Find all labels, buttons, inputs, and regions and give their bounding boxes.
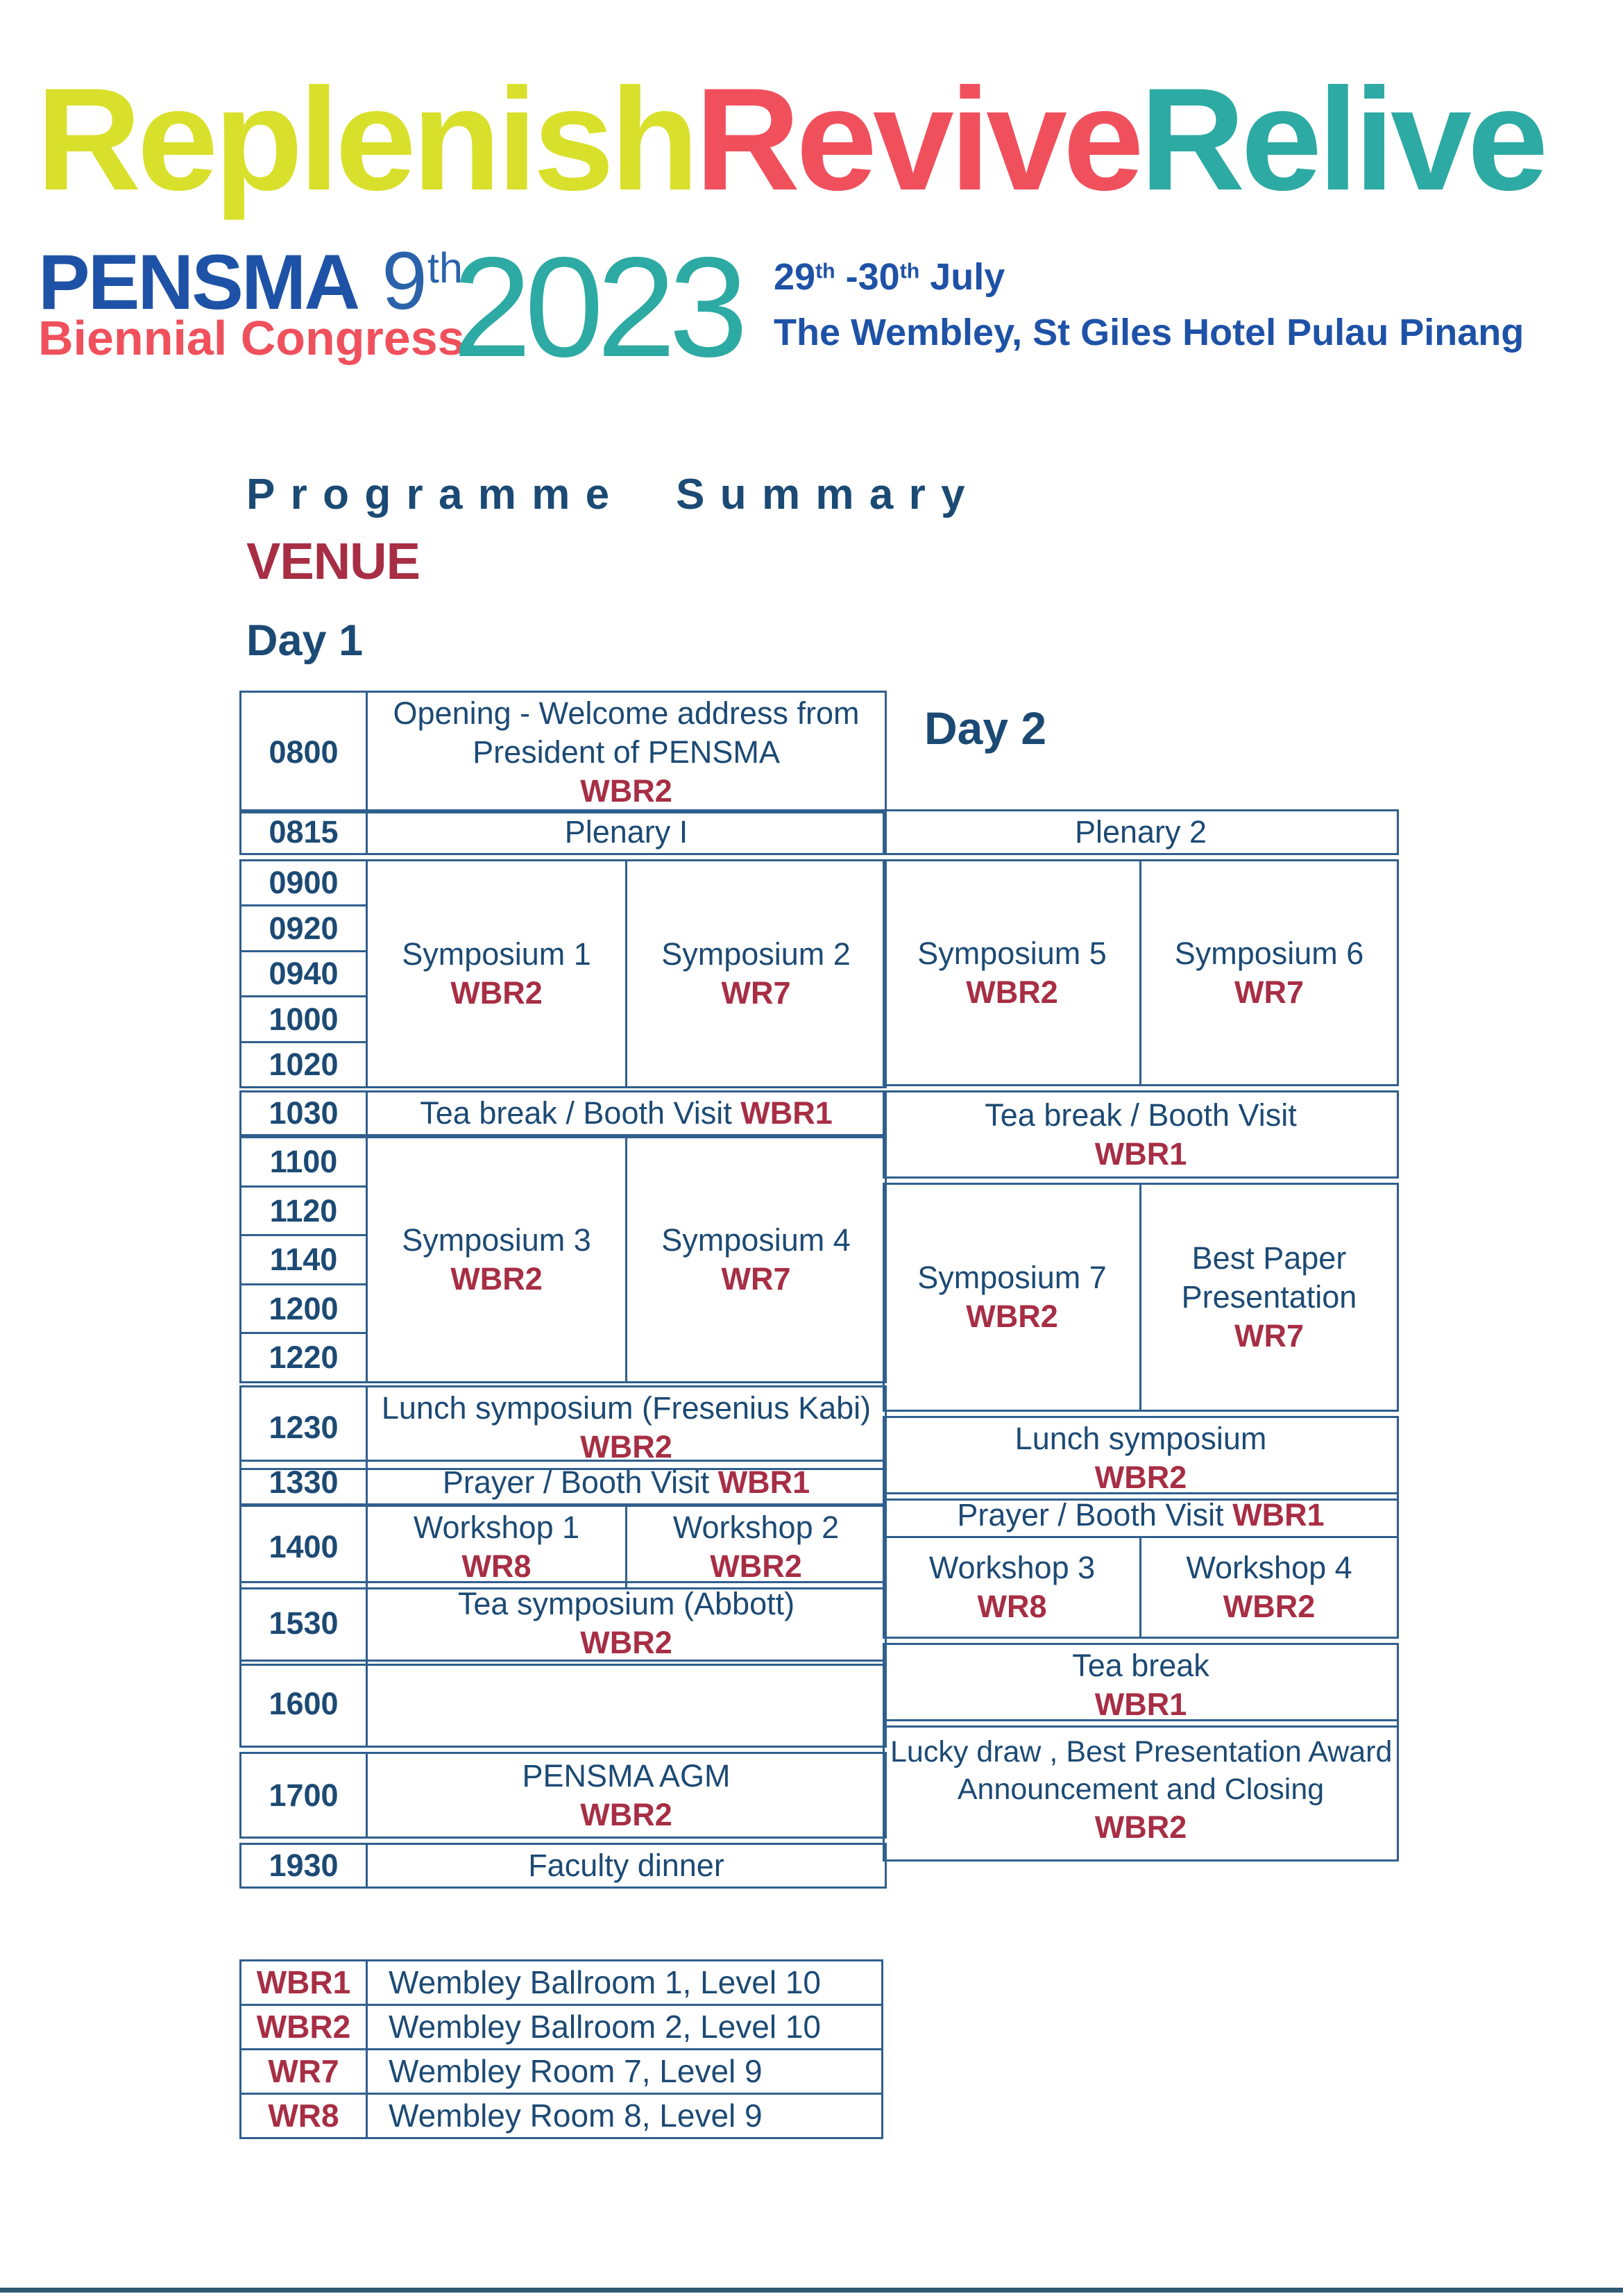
day2-block-plenary2 <box>883 809 1399 855</box>
congress-venue-line: The Wembley, St Giles Hotel Pulau Pinang <box>774 312 1524 353</box>
congress-ordinal: 9th <box>382 235 463 327</box>
room-badge: WBR2 <box>966 1299 1058 1334</box>
day2-block-teabreak2 <box>883 1643 1399 1728</box>
day2-event-plenary2: Plenary 2 <box>884 811 1398 854</box>
programme-summary-heading: Programme Summary <box>246 471 980 518</box>
room-badge: WR8 <box>977 1589 1047 1624</box>
room-badge: WR7 <box>1234 1317 1304 1353</box>
day1-time-1400: 1400 <box>241 1506 367 1589</box>
room-badge: WR7 <box>721 1261 791 1297</box>
day2-event-symposium6: Symposium 6 WR7 <box>1141 861 1398 1086</box>
legend-code-wbr2: WBR2 <box>241 2005 367 2050</box>
room-badge: WBR1 <box>1094 1136 1187 1172</box>
day1-time-1220: 1220 <box>241 1333 367 1383</box>
day1-event-dinner: Faculty dinner <box>367 1844 886 1888</box>
theme-word-revive: Revive <box>695 58 1140 221</box>
day1-block-0800 <box>239 691 887 813</box>
legend-name-wr7: Wembley Room 7, Level 9 <box>367 2050 883 2094</box>
day1-time-1120: 1120 <box>241 1187 367 1235</box>
day1-time-1230: 1230 <box>241 1387 367 1469</box>
day2-event-symposium5: Symposium 5 WBR2 <box>884 861 1141 1086</box>
day1-block-lunch <box>239 1385 887 1470</box>
day1-block-dinner <box>239 1843 887 1889</box>
day1-block-agm <box>239 1752 887 1839</box>
room-badge: WBR2 <box>1223 1589 1316 1624</box>
day2-block-closing <box>883 1719 1399 1862</box>
day1-event-teasymposium: Tea symposium (Abbott) WBR2 <box>367 1582 886 1665</box>
room-legend <box>239 1959 883 2139</box>
day1-event-agm: PENSMA AGM WBR2 <box>367 1753 886 1838</box>
day1-time-1700: 1700 <box>241 1753 367 1838</box>
room-badge: WBR2 <box>450 1261 543 1297</box>
day1-time-0940: 0940 <box>241 952 367 997</box>
room-badge: WBR1 <box>717 1464 810 1500</box>
day2-event-workshop3: Workshop 3 WR8 <box>884 1537 1141 1638</box>
day2-heading: Day 2 <box>924 702 1047 754</box>
congress-theme-title <box>36 58 1545 221</box>
room-badge: WR7 <box>1234 974 1304 1010</box>
legend-name-wbr2: Wembley Ballroom 2, Level 10 <box>367 2005 883 2050</box>
day2-event-bestpaper: Best Paper Presentation WR7 <box>1141 1184 1398 1411</box>
day1-event-opening: Opening - Welcome address from President of PENSMA WBR2 <box>367 692 886 813</box>
theme-word-replenish: Replenish <box>36 58 695 221</box>
day1-time-0815: 0815 <box>241 811 367 854</box>
day2-event-symposium7: Symposium 7 WBR2 <box>884 1184 1141 1411</box>
day1-event-symposium1: Symposium 1 WBR2 <box>367 861 627 1088</box>
legend-code-wr7: WR7 <box>241 2050 367 2094</box>
org-name: PENSMA <box>38 239 359 326</box>
theme-word-relive: Relive <box>1139 58 1545 221</box>
day2-event-teabreak2: Tea break WBR1 <box>884 1644 1398 1727</box>
day2-block-morning-symposia <box>883 859 1399 1086</box>
day1-time-1030: 1030 <box>241 1092 367 1136</box>
day1-block-1600 <box>239 1660 887 1748</box>
day1-event-plenary1: Plenary I <box>367 811 886 854</box>
room-badge: WBR1 <box>740 1095 833 1131</box>
venue-heading: VENUE <box>246 532 420 590</box>
day2-event-closing: Lucky draw , Best Presentation Award Announcement and Closing WBR2 <box>884 1721 1398 1861</box>
day1-block-workshops <box>239 1505 887 1589</box>
day1-block-midday-symposia <box>239 1136 887 1383</box>
room-badge: WBR2 <box>710 1548 802 1584</box>
day1-block-teabreak <box>239 1090 887 1136</box>
day2-block-sym7-bestpaper <box>883 1183 1399 1412</box>
day2-event-prayer: Prayer / Booth Visit WBR1 <box>884 1494 1398 1537</box>
room-badge: WBR2 <box>580 1624 672 1660</box>
day1-event-symposium2: Symposium 2 WR7 <box>627 861 886 1088</box>
legend-code-wbr1: WBR1 <box>241 1961 367 2005</box>
room-badge: WBR2 <box>580 1428 672 1464</box>
room-badge: WBR2 <box>580 1796 672 1832</box>
day1-time-1000: 1000 <box>241 997 367 1043</box>
room-badge: WBR2 <box>580 773 672 809</box>
room-badge: WBR2 <box>966 974 1058 1010</box>
room-badge: WBR2 <box>450 975 543 1011</box>
day1-block-teasymposium <box>239 1581 887 1666</box>
congress-subtitle: Biennial Congress <box>38 311 465 365</box>
day1-time-1140: 1140 <box>241 1235 367 1285</box>
legend-name-wbr1: Wembley Ballroom 1, Level 10 <box>367 1961 883 2005</box>
room-badge: WBR2 <box>1094 1809 1187 1845</box>
day1-event-workshop1: Workshop 1 WR8 <box>367 1506 627 1589</box>
day1-event-lunch: Lunch symposium (Fresenius Kabi) WBR2 <box>367 1387 886 1469</box>
day1-time-1930: 1930 <box>241 1844 367 1888</box>
room-badge: WBR1 <box>1232 1497 1325 1533</box>
day2-event-teabreak1: Tea break / Booth Visit WBR1 <box>884 1092 1398 1178</box>
day1-event-workshop2: Workshop 2 WBR2 <box>627 1506 886 1589</box>
legend-code-wr8: WR8 <box>241 2094 367 2138</box>
day1-time-1330: 1330 <box>241 1461 367 1505</box>
day2-event-lunch: Lunch symposium WBR2 <box>884 1417 1398 1500</box>
day1-block-morning-symposia <box>239 859 887 1088</box>
day1-time-1100: 1100 <box>241 1138 367 1187</box>
day1-event-symposium4: Symposium 4 WR7 <box>627 1138 886 1383</box>
day1-event-empty <box>367 1661 886 1747</box>
day1-event-teabreak: Tea break / Booth Visit WBR1 <box>367 1092 886 1136</box>
room-badge: WBR1 <box>1094 1686 1187 1722</box>
day1-time-1200: 1200 <box>241 1285 367 1333</box>
day1-time-0900: 0900 <box>241 861 367 906</box>
page-footer-rule <box>0 2288 1623 2293</box>
day2-event-workshop4: Workshop 4 WBR2 <box>1141 1537 1398 1638</box>
room-badge: WR8 <box>461 1548 532 1584</box>
congress-year: 2023 <box>452 228 742 387</box>
congress-dates: 29th -30th July <box>774 256 1005 298</box>
day2-block-prayer <box>883 1492 1399 1538</box>
day1-heading: Day 1 <box>246 616 364 665</box>
room-badge: WBR2 <box>1094 1459 1187 1495</box>
day2-block-workshops <box>883 1536 1399 1639</box>
day1-time-0920: 0920 <box>241 906 367 952</box>
day1-event-symposium3: Symposium 3 WBR2 <box>367 1138 627 1383</box>
day1-block-0815 <box>239 809 887 855</box>
day1-time-1530: 1530 <box>241 1582 367 1665</box>
day1-event-prayer: Prayer / Booth Visit WBR1 <box>367 1461 886 1505</box>
day2-block-teabreak1 <box>883 1090 1399 1179</box>
day1-time-1600: 1600 <box>241 1661 367 1747</box>
day2-block-lunch <box>883 1416 1399 1501</box>
room-badge: WR7 <box>721 975 791 1011</box>
day1-time-0800: 0800 <box>241 692 367 813</box>
org-logo <box>38 235 463 327</box>
day1-block-prayer <box>239 1460 887 1505</box>
day1-time-1020: 1020 <box>241 1043 367 1088</box>
legend-name-wr8: Wembley Room 8, Level 9 <box>367 2094 883 2138</box>
